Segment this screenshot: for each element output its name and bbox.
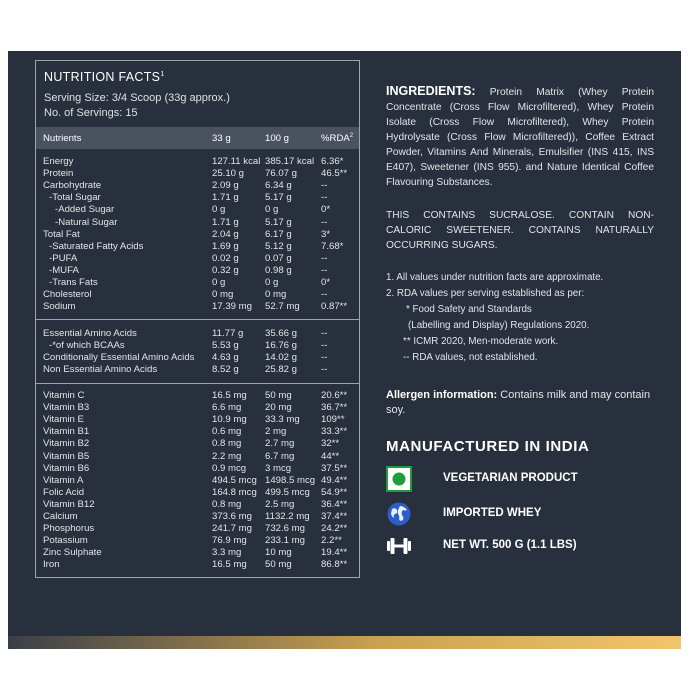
per-serving-value: 0 g: [212, 204, 226, 216]
per-serving-value: 2.04 g: [212, 228, 239, 240]
per-100g-value: 10 mg: [265, 547, 292, 559]
nutrient-name: Carbohydrate: [43, 180, 102, 192]
allergen-label: Allergen information:: [386, 389, 498, 401]
nutrient-name: -Saturated Fatty Acids: [49, 240, 144, 252]
nutrient-row: [36, 463, 359, 475]
per-serving-value: 16.5 mg: [212, 559, 247, 571]
nutrient-name: -*of which BCAAs: [49, 340, 125, 352]
nutrient-row: [36, 156, 359, 168]
nutrient-row: [36, 487, 359, 499]
rda-value: --: [321, 180, 328, 192]
rda-value: 0*: [321, 204, 331, 216]
nutrient-name: -Natural Sugar: [55, 216, 118, 228]
nutrient-row: [36, 180, 359, 192]
serving-size: Serving Size: 3/4 Scoop (33g approx.): [44, 92, 230, 104]
per-100g-value: 732.6 mg: [265, 523, 306, 535]
nutrient-name: Iron: [43, 559, 60, 571]
per-100g-value: 0 g: [265, 277, 279, 288]
rda-value: 36.7**: [321, 402, 348, 414]
per-serving-value: 2.2 mg: [212, 450, 242, 462]
nutrient-name: Vitamin B1: [43, 426, 90, 438]
per-serving-value: 4.63 g: [212, 352, 239, 364]
per-serving-value: 0.6 mg: [212, 426, 242, 438]
nutrient-name: Vitamin A: [43, 474, 84, 486]
rda-value: --: [321, 364, 328, 376]
nutrient-name: -Trans Fats: [49, 277, 98, 288]
per-serving-value: 0.02 g: [212, 252, 239, 264]
rda-value: 54.9**: [321, 486, 348, 498]
nutrient-name: Zinc Sulphate: [43, 547, 102, 559]
column-header-bar: [36, 127, 359, 149]
nutrient-name: Energy: [43, 156, 74, 167]
per-100g-value: 233.1 mg: [265, 535, 306, 547]
bottom-gradient-strip: [8, 636, 681, 649]
col-nutrients: Nutrients: [43, 133, 82, 144]
rda-value: --: [321, 216, 328, 228]
ingredients-text: Protein Matrix (Whey Protein Concentrate (Cross Flow Microfiltered), Whey Protein Isolate (Cross Flow Microfiltered), Whey Protein Hydrolysate (Cross Flow Microfiltered)), Coffee Extract Powder, Vitamins And Minerals, Emulsifier (INS 415, INS E407), Sweetener (INS 955). and Nature Identical Coffee Flavouring Substances.: [386, 87, 654, 188]
per-100g-value: 5.17 g: [265, 216, 292, 228]
per-100g-value: 50 mg: [265, 390, 292, 401]
per-100g-value: 25.82 g: [265, 364, 298, 376]
divider: [36, 319, 359, 320]
note-2: 2. RDA values per serving established as per:: [386, 288, 585, 299]
nutrient-row: [36, 499, 359, 511]
rda-value: --: [321, 264, 328, 276]
nutrient-name: Phosphorus: [43, 523, 95, 535]
per-100g-value: 3 mcg: [265, 462, 292, 474]
per-serving-value: 1.71 g: [212, 216, 239, 228]
nutrient-name: Calcium: [43, 511, 78, 522]
per-100g-value: 52.7 mg: [265, 301, 300, 313]
nutrition-title-text: NUTRITION FACTS: [44, 70, 161, 84]
nutrient-name: Vitamin C: [43, 390, 85, 401]
nutrient-name: Conditionally Essential Amino Acids: [43, 352, 195, 364]
note-fssai: * Food Safety and Standards: [406, 304, 532, 315]
nutrient-name: -MUFA: [49, 264, 79, 276]
per-100g-value: 0 mg: [265, 289, 287, 301]
nutrient-name: Vitamin B6: [43, 462, 90, 474]
rda-value: 37.5**: [321, 462, 348, 474]
ingredients-heading: INGREDIENTS:: [386, 84, 476, 98]
nutrient-row: [36, 192, 359, 204]
rda-value: 24.2**: [321, 523, 348, 535]
feature-net-weight: [386, 533, 666, 559]
feature-label: NET WT. 500 G (1.1 LBS): [443, 539, 577, 551]
rda-value: --: [321, 352, 328, 364]
per-100g-value: 50 mg: [265, 559, 292, 571]
per-serving-value: 17.39 mg: [212, 301, 253, 313]
nutrition-title: [44, 70, 165, 84]
rda-value: 7.68*: [321, 240, 344, 252]
nutrient-row: [36, 414, 359, 426]
per-serving-value: 3.3 mg: [212, 547, 242, 559]
rda-value: 49.4**: [321, 474, 348, 486]
nutrient-row: [36, 475, 359, 487]
note-icmr: ** ICMR 2020, Men-moderate work.: [403, 336, 559, 347]
nutrient-row: [36, 301, 359, 313]
nutrient-row: [36, 511, 359, 523]
nutrient-row: [36, 277, 359, 289]
nutrient-row: [36, 253, 359, 265]
nutrient-row: [36, 241, 359, 253]
per-100g-value: 1132.2 mg: [265, 511, 310, 522]
per-100g-value: 35.66 g: [265, 328, 298, 339]
per-100g-value: 1498.5 mcg: [265, 474, 316, 486]
globe-icon: [386, 501, 412, 527]
nutrient-name: Vitamin B2: [43, 438, 90, 450]
rda-value: 32**: [321, 438, 340, 450]
per-100g-value: 5.17 g: [265, 192, 292, 204]
rda-value: 46.5**: [321, 168, 348, 180]
rda-value: 109**: [321, 414, 345, 426]
nutrient-row: [36, 547, 359, 559]
per-serving-value: 0.32 g: [212, 264, 239, 276]
per-100g-value: 6.7 mg: [265, 450, 295, 462]
feature-imported-whey: [386, 501, 666, 527]
per-serving-value: 0.8 mg: [212, 438, 242, 450]
rda-value: 6.36*: [321, 156, 344, 167]
per-serving-value: 0 mg: [212, 289, 234, 301]
allergen-info: [386, 388, 658, 418]
nutrient-row: [36, 265, 359, 277]
nutrient-row: [36, 390, 359, 402]
nutrient-row: [36, 217, 359, 229]
nutrient-row: [36, 402, 359, 414]
feature-label: VEGETARIAN PRODUCT: [443, 472, 578, 484]
nutrient-name: Vitamin B12: [43, 498, 95, 510]
sucralose-statement: THIS CONTAINS SUCRALOSE. CONTAIN NON-CALORIC SWEETENER. CONTAINS NATURALLY OCCURRING SUGARS.: [386, 210, 654, 251]
rda-value: 44**: [321, 450, 340, 462]
nutrient-name: -Added Sugar: [55, 204, 115, 216]
rda-value: 37.4**: [321, 511, 348, 522]
nutrient-name: Protein: [43, 168, 74, 180]
rda-value: 19.4**: [321, 547, 348, 559]
nutrient-name: Essential Amino Acids: [43, 328, 137, 339]
per-100g-value: 20 mg: [265, 402, 292, 414]
per-serving-value: 8.52 g: [212, 364, 239, 376]
per-serving-value: 5.53 g: [212, 340, 239, 352]
per-100g-value: 14.02 g: [265, 352, 298, 364]
col-33g: 33 g: [212, 133, 231, 144]
per-serving-value: 16.5 mg: [212, 390, 247, 401]
rda-value: 0.87**: [321, 301, 348, 313]
col-rda: [321, 133, 353, 144]
nutrient-row: [36, 340, 359, 352]
nutrient-row: [36, 535, 359, 547]
nutrition-title-sup: 1: [160, 70, 165, 78]
per-serving-value: 76.9 mg: [212, 535, 247, 547]
nutrient-row: [36, 204, 359, 216]
nutrient-row: [36, 328, 359, 340]
nutrient-row: [36, 168, 359, 180]
per-100g-value: 16.76 g: [265, 340, 298, 352]
per-100g-value: 6.34 g: [265, 180, 292, 192]
per-100g-value: 33.3 mg: [265, 414, 300, 426]
nutrient-name: Vitamin E: [43, 414, 84, 426]
per-serving-value: 10.9 mg: [212, 414, 247, 426]
nutrient-name: Non Essential Amino Acids: [43, 364, 158, 376]
nutrient-row: [36, 523, 359, 535]
rda-value: --: [321, 252, 328, 264]
per-serving-value: 0 g: [212, 277, 226, 288]
nutrient-name: Folic Acid: [43, 486, 85, 498]
ingredients-block: [386, 84, 654, 190]
per-serving-value: 0.9 mcg: [212, 462, 247, 474]
servings-count: No. of Servings: 15: [44, 107, 138, 119]
nutrient-row: [36, 559, 359, 571]
nutrient-name: Vitamin B3: [43, 402, 90, 414]
manufactured-in-india: MANUFACTURED IN INDIA: [386, 438, 590, 455]
nutrient-name: Total Fat: [43, 228, 80, 240]
feature-label: IMPORTED WHEY: [443, 507, 542, 519]
per-100g-value: 385.17 kcal: [265, 156, 315, 167]
per-serving-value: 0.8 mg: [212, 498, 242, 510]
nutrient-name: Potassium: [43, 535, 88, 547]
rda-value: 86.8**: [321, 559, 348, 571]
nutrient-row: [36, 438, 359, 450]
per-serving-value: 1.71 g: [212, 192, 239, 204]
per-serving-value: 494.5 mcg: [212, 474, 257, 486]
rda-value: 2.2**: [321, 535, 342, 547]
rda-value: --: [321, 192, 328, 204]
rda-value: 0*: [321, 277, 331, 288]
note-1: 1. All values under nutrition facts are approximate.: [386, 272, 604, 283]
divider: [36, 383, 359, 384]
per-100g-value: 6.17 g: [265, 228, 292, 240]
rda-value: --: [321, 340, 328, 352]
per-serving-value: 373.6 mg: [212, 511, 253, 522]
per-100g-value: 5.12 g: [265, 240, 292, 252]
rda-value: 3*: [321, 228, 331, 240]
nutrient-row: [36, 364, 359, 376]
col-rda-text: %RDA: [321, 133, 350, 145]
per-100g-value: 2.7 mg: [265, 438, 295, 450]
nutrient-name: Cholesterol: [43, 289, 92, 301]
dumbbell-icon: [386, 533, 412, 559]
per-serving-value: 127.11 kcal: [212, 156, 261, 167]
per-serving-value: 1.69 g: [212, 240, 239, 252]
rda-value: 33.3**: [321, 426, 348, 438]
note-fssai-cont: (Labelling and Display) Regulations 2020.: [408, 320, 590, 331]
per-serving-value: 2.09 g: [212, 180, 239, 192]
nutrient-row: [36, 229, 359, 241]
rda-value: 20.6**: [321, 390, 348, 401]
per-100g-value: 0.07 g: [265, 252, 292, 264]
per-100g-value: 0 g: [265, 204, 279, 216]
per-100g-value: 2 mg: [265, 426, 287, 438]
nutrient-row: [36, 352, 359, 364]
nutrient-row: [36, 426, 359, 438]
rda-value: 36.4**: [321, 498, 348, 510]
veg-symbol-icon: [386, 466, 412, 492]
per-serving-value: 241.7 mg: [212, 523, 253, 535]
nutrient-row: [36, 451, 359, 463]
per-serving-value: 25.10 g: [212, 168, 245, 180]
col-100g: 100 g: [265, 133, 290, 144]
rda-value: --: [321, 328, 328, 339]
per-100g-value: 499.5 mcg: [265, 486, 310, 498]
per-100g-value: 2.5 mg: [265, 498, 295, 510]
feature-vegetarian: [386, 466, 666, 492]
per-serving-value: 6.6 mg: [212, 402, 242, 414]
allergen-text: Contains milk and may contain soy.: [386, 389, 651, 416]
per-serving-value: 11.77 g: [212, 328, 244, 339]
col-rda-sup: 2: [349, 133, 354, 139]
nutrient-name: Vitamin B5: [43, 450, 90, 462]
nutrient-row: [36, 289, 359, 301]
nutrition-facts-table: [35, 60, 360, 578]
note-rda: -- RDA values, not established.: [403, 352, 538, 363]
per-serving-value: 164.8 mcg: [212, 486, 257, 498]
rda-value: --: [321, 289, 328, 301]
nutrient-name: -PUFA: [49, 252, 78, 264]
nutrient-name: Sodium: [43, 301, 76, 313]
nutrient-name: -Total Sugar: [49, 192, 101, 204]
per-100g-value: 0.98 g: [265, 264, 292, 276]
per-100g-value: 76.07 g: [265, 168, 298, 180]
